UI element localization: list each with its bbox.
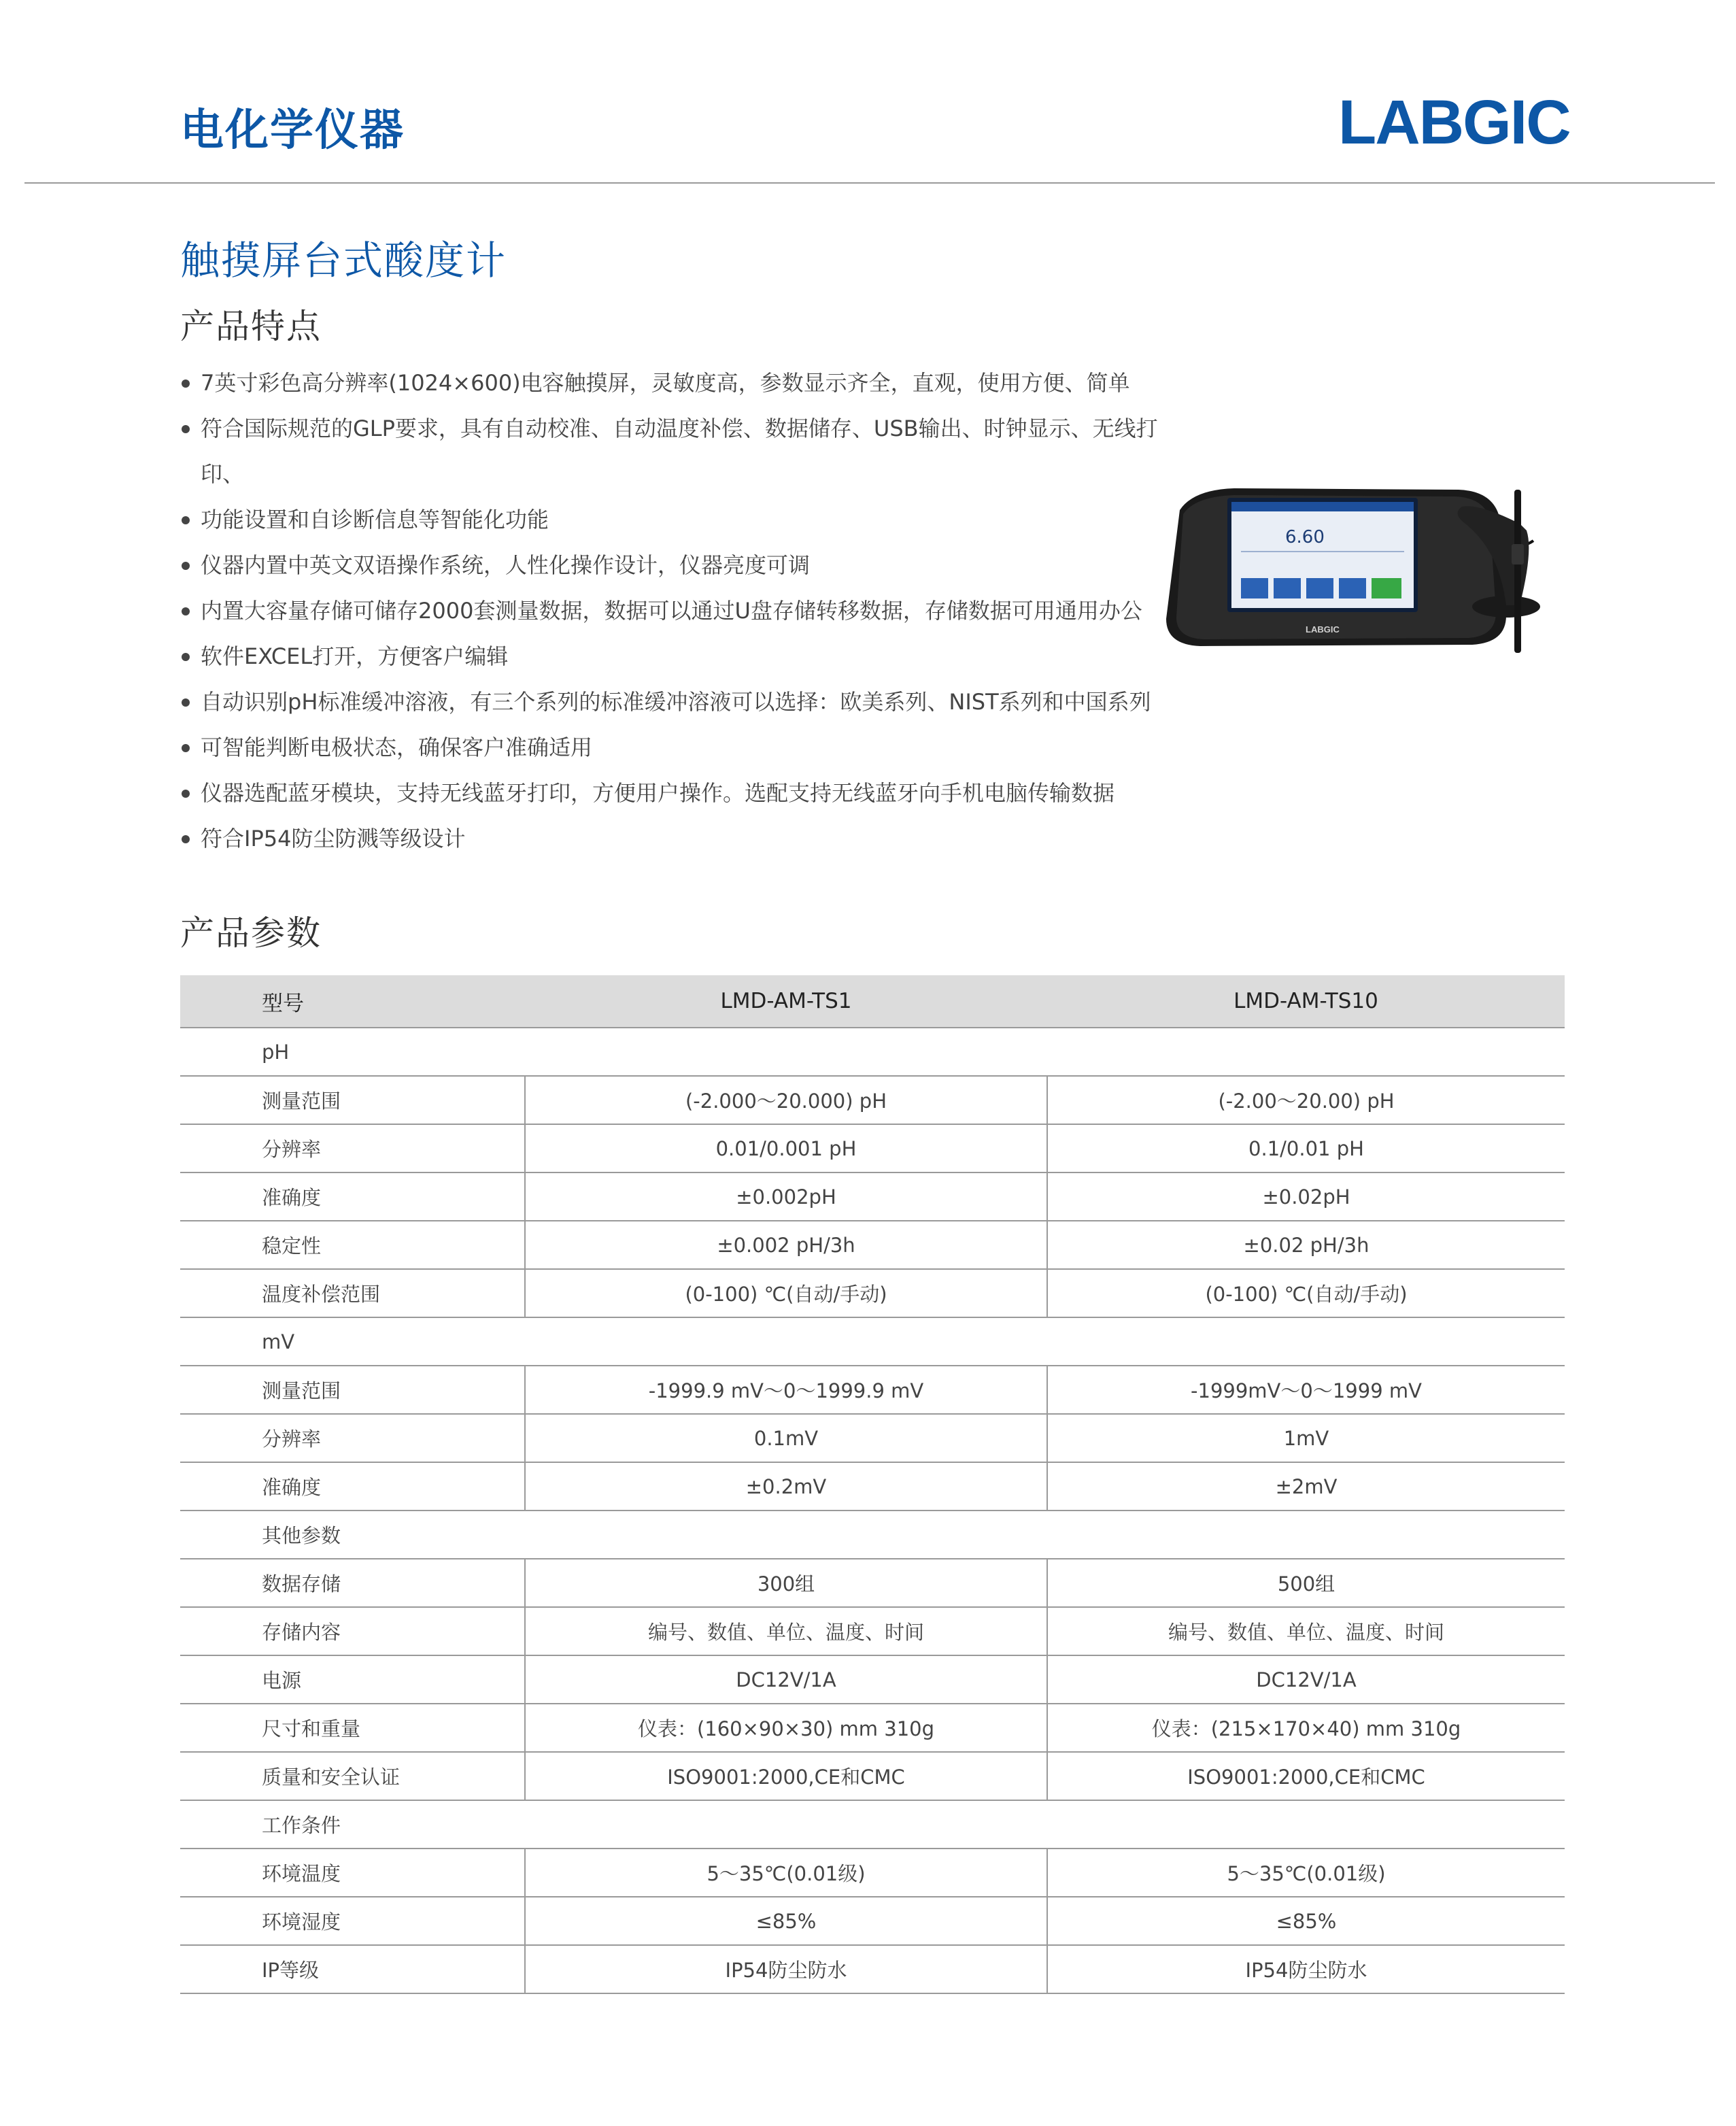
- spec-label: 温度补偿范围: [180, 1269, 525, 1317]
- spec-value-model-2: ±2mV: [1047, 1462, 1565, 1511]
- spec-group-label: 其他参数: [180, 1511, 1565, 1559]
- spec-value-model-2: ≤85%: [1047, 1897, 1565, 1945]
- spec-value-model-1: 0.01/0.001 pH: [525, 1124, 1047, 1172]
- spec-value-model-1: ±0.002 pH/3h: [525, 1221, 1047, 1269]
- spec-group-row: [180, 1317, 1565, 1366]
- feature-item: 仪器选配蓝牙模块，支持无线蓝牙打印，方便用户操作。选配支持无线蓝牙向手机电脑传输数据: [180, 771, 1180, 816]
- spec-label: IP等级: [180, 1945, 525, 1993]
- screen-reading: 6.60: [1285, 527, 1325, 547]
- spec-group-row: [180, 1800, 1565, 1849]
- spec-label: 环境温度: [180, 1849, 525, 1897]
- header-divider: [24, 182, 1715, 184]
- feature-item: 内置大容量存储可储存2000套测量数据，数据可以通过U盘存储转移数据，存储数据可用通用办公: [180, 588, 1180, 634]
- spec-row: [180, 1704, 1565, 1752]
- spec-value-model-1: ±0.2mV: [525, 1462, 1047, 1511]
- spec-group-label: 工作条件: [180, 1800, 1565, 1849]
- spec-value-model-2: ±0.02pH: [1047, 1172, 1565, 1221]
- spec-value-model-2: 500组: [1047, 1559, 1565, 1607]
- spec-label: 分辨率: [180, 1414, 525, 1462]
- spec-label: 环境湿度: [180, 1897, 525, 1945]
- spec-value-model-2: 编号、数值、单位、温度、时间: [1047, 1607, 1565, 1655]
- feature-item: 符合IP54防尘防溅等级设计: [180, 816, 1180, 862]
- spec-row: [180, 1366, 1565, 1414]
- spec-label: 电源: [180, 1655, 525, 1704]
- spec-value-model-1: ISO9001:2000,CE和CMC: [525, 1752, 1047, 1800]
- header-model-1: LMD-AM-TS1: [525, 975, 1047, 1028]
- spec-label: 分辨率: [180, 1124, 525, 1172]
- feature-item-continuation: [180, 497, 1180, 543]
- feature-item: 仪器内置中英文双语操作系统，人性化操作设计，仪器亮度可调: [180, 543, 1180, 588]
- spec-row: [180, 1414, 1565, 1462]
- spec-value-model-2: IP54防尘防水: [1047, 1945, 1565, 1993]
- spec-row: [180, 1269, 1565, 1317]
- spec-group-row: [180, 1028, 1565, 1076]
- spec-value-model-2: -1999mV～0～1999 mV: [1047, 1366, 1565, 1414]
- product-title: 触摸屏台式酸度计: [180, 237, 507, 284]
- spec-label: 稳定性: [180, 1221, 525, 1269]
- spec-label: 准确度: [180, 1462, 525, 1511]
- spec-value-model-2: ISO9001:2000,CE和CMC: [1047, 1752, 1565, 1800]
- spec-row: [180, 1607, 1565, 1655]
- spec-label: 测量范围: [180, 1366, 525, 1414]
- feature-text: 功能设置和自诊断信息等智能化功能: [201, 507, 549, 533]
- spec-value-model-2: 5～35℃(0.01级): [1047, 1849, 1565, 1897]
- spec-value-model-2: (0-100) ℃(自动/手动): [1047, 1269, 1565, 1317]
- spec-value-model-1: 编号、数值、单位、温度、时间: [525, 1607, 1047, 1655]
- feature-item: 符合国际规范的GLP要求，具有自动校准、自动温度补偿、数据储存、USB输出、时钟显示、无线打印、: [180, 406, 1180, 497]
- labgic-logo: LABGIC: [1338, 88, 1570, 157]
- spec-label: 尺寸和重量: [180, 1704, 525, 1752]
- spec-row: [180, 1897, 1565, 1945]
- spec-value-model-1: DC12V/1A: [525, 1655, 1047, 1704]
- spec-value-model-2: (-2.00～20.00) pH: [1047, 1076, 1565, 1124]
- header-model-2: LMD-AM-TS10: [1047, 975, 1565, 1028]
- device-brand: LABGIC: [1306, 624, 1340, 635]
- spec-label: 质量和安全认证: [180, 1752, 525, 1800]
- spec-header-row: [180, 975, 1565, 1028]
- spec-value-model-1: 300组: [525, 1559, 1047, 1607]
- spec-table: [180, 975, 1565, 1994]
- spec-value-model-1: 5～35℃(0.01级): [525, 1849, 1047, 1897]
- spec-row: [180, 1559, 1565, 1607]
- feature-item: 自动识别pH标准缓冲溶液，有三个系列的标准缓冲溶液可以选择：欧美系列、NIST系列和中国系列: [180, 679, 1180, 725]
- spec-value-model-1: -1999.9 mV～0～1999.9 mV: [525, 1366, 1047, 1414]
- spec-group-label: mV: [180, 1317, 1565, 1366]
- spec-row: [180, 1221, 1565, 1269]
- spec-label: 测量范围: [180, 1076, 525, 1124]
- category-title: 电化学仪器: [180, 105, 405, 156]
- feature-item: 可智能判断电极状态，确保客户准确适用: [180, 725, 1180, 771]
- feature-item: 7英寸彩色高分辨率(1024×600)电容触摸屏，灵敏度高，参数显示齐全，直观，使用方便、简单: [180, 360, 1180, 406]
- spec-value-model-1: 仪表：(160×90×30) mm 310g: [525, 1704, 1047, 1752]
- spec-group-row: [180, 1511, 1565, 1559]
- spec-label: 数据存储: [180, 1559, 525, 1607]
- spec-value-model-2: ±0.02 pH/3h: [1047, 1221, 1565, 1269]
- header-model-label: 型号: [180, 975, 525, 1028]
- spec-label: 存储内容: [180, 1607, 525, 1655]
- spec-row: [180, 1752, 1565, 1800]
- spec-value-model-1: IP54防尘防水: [525, 1945, 1047, 1993]
- spec-row: [180, 1172, 1565, 1221]
- spec-row: [180, 1462, 1565, 1511]
- ph-meter-image: [1153, 449, 1574, 667]
- spec-label: 准确度: [180, 1172, 525, 1221]
- feature-item: 软件EXCEL打开，方便客户编辑: [180, 634, 1180, 679]
- spec-value-model-2: DC12V/1A: [1047, 1655, 1565, 1704]
- spec-row: [180, 1849, 1565, 1897]
- features-heading: 产品特点: [180, 307, 322, 346]
- spec-value-model-1: ≤85%: [525, 1897, 1047, 1945]
- spec-value-model-1: ±0.002pH: [525, 1172, 1047, 1221]
- spec-value-model-1: (-2.000～20.000) pH: [525, 1076, 1047, 1124]
- electrode: [1514, 490, 1521, 653]
- spec-row: [180, 1945, 1565, 1993]
- spec-value-model-1: 0.1mV: [525, 1414, 1047, 1462]
- spec-row: [180, 1655, 1565, 1704]
- spec-value-model-1: (0-100) ℃(自动/手动): [525, 1269, 1047, 1317]
- spec-row: [180, 1076, 1565, 1124]
- spec-group-label: pH: [180, 1028, 1565, 1076]
- feature-list: [180, 360, 1180, 862]
- spec-value-model-2: 0.1/0.01 pH: [1047, 1124, 1565, 1172]
- spec-value-model-2: 仪表：(215×170×40) mm 310g: [1047, 1704, 1565, 1752]
- spec-row: [180, 1124, 1565, 1172]
- spec-heading: 产品参数: [180, 913, 322, 953]
- spec-value-model-2: 1mV: [1047, 1414, 1565, 1462]
